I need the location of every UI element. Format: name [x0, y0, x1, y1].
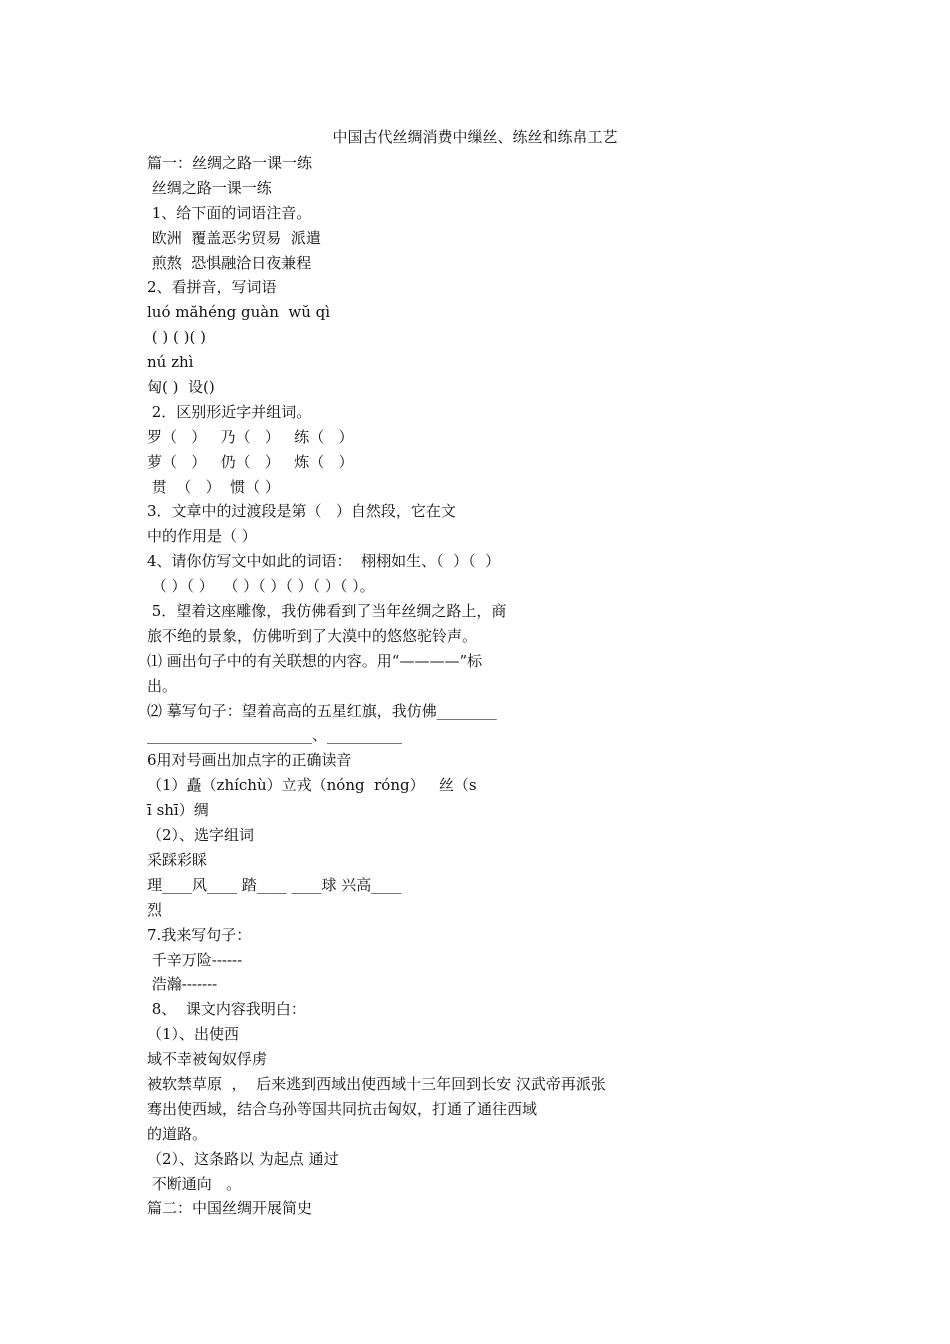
question-1: 1、给下面的词语注音。 [147, 203, 312, 222]
section-heading-1: 篇一：丝绸之路一课一练 [147, 154, 313, 172]
text-line: 被软禁草原 ， 后来逃到西域出使西域十三年回到长安 汉武帝再派张 [147, 1074, 606, 1093]
text-line: 匈( ) 设() [147, 378, 215, 397]
pinyin-line: luó măhéng guàn wŭ qì [147, 303, 331, 322]
text-line: 旅不绝的景象，仿佛听到了大漠中的悠悠驼铃声。 [147, 626, 478, 645]
text-line: （1）、出使西 [147, 1025, 240, 1044]
text-line: （2）、这条路以 为起点 通过 [147, 1149, 339, 1168]
text-line: 丝绸之路一课一练 [147, 178, 272, 197]
text-line: （ ）（ ） （ ）（ ）（ ）（ ）（ ）。 [147, 577, 375, 596]
text-line: 贯 （ ） 惯（ ） [147, 477, 280, 496]
text-line: ⑴ 画出句子中的有关联想的内容。用“————”标 [147, 651, 483, 670]
text-line: 采踩彩睬 [147, 850, 208, 869]
text-line: （1）矗（zhíchù）立戎（nóng róng） 丝（s [147, 776, 477, 795]
text-line: 不断通向 。 [147, 1174, 242, 1193]
question-8: 8、 课文内容我明白： [147, 1000, 306, 1019]
question-7: 7.我来写句子： [147, 925, 252, 944]
text-line: 理____风____ 踏____ ____球 兴高____ [147, 875, 402, 894]
text-line: （2）、选字组词 [147, 826, 255, 845]
section-heading-2: 篇二：中国丝绸开展简史 [147, 1199, 313, 1218]
text-line: 域不幸被匈奴俘虏 [147, 1050, 268, 1069]
text-line: 萝（ ） 仍（ ） 炼（ ） [147, 452, 354, 471]
text-line: ⑵ 摹写句子：望着高高的五星红旗，我仿佛________ [147, 701, 497, 720]
text-line: 罗（ ） 乃（ ） 练（ ） [147, 427, 354, 446]
text-line: 欧洲 覆盖恶劣贸易 派遣 [147, 228, 321, 247]
question-2b: 2．区别形近字并组词。 [147, 402, 312, 421]
question-3: 3．文章中的过渡段是第（ ）自然段，它在文 [147, 502, 456, 521]
question-2: 2、看拼音，写词语 [147, 278, 277, 297]
text-line: 千辛万险------ [147, 950, 243, 969]
text-line: ______________________、__________ [147, 726, 403, 745]
document-body [147, 151, 667, 1221]
text-line: 骞出使西域，结合乌孙等国共同抗击匈奴，打通了通往西域 [147, 1099, 538, 1118]
text-line: ī shī）绸 [147, 801, 209, 820]
text-line: 中的作用是（ ） [147, 527, 257, 546]
text-line: 出。 [147, 676, 178, 695]
pinyin-line: nú zhì [147, 353, 194, 372]
text-line: 的道路。 [147, 1124, 208, 1143]
question-4: 4、请你仿写文中如此的词语： 栩栩如生、（ ）（ ） [147, 552, 501, 571]
question-5: 5．望着这座雕像，我仿佛看到了当年丝绸之路上，商 [147, 602, 507, 621]
question-6: 6用对号画出加点字的正确读音 [147, 751, 352, 770]
text-line: ( ) ( )( ) [147, 328, 206, 347]
text-line: 煎熬 恐惧融洽日夜兼程 [147, 253, 312, 272]
text-line: 浩瀚------- [147, 975, 218, 994]
text-line: 烈 [147, 900, 163, 919]
document-title: 中国古代丝绸消费中缫丝、练丝和练帛工艺 [332, 128, 618, 146]
